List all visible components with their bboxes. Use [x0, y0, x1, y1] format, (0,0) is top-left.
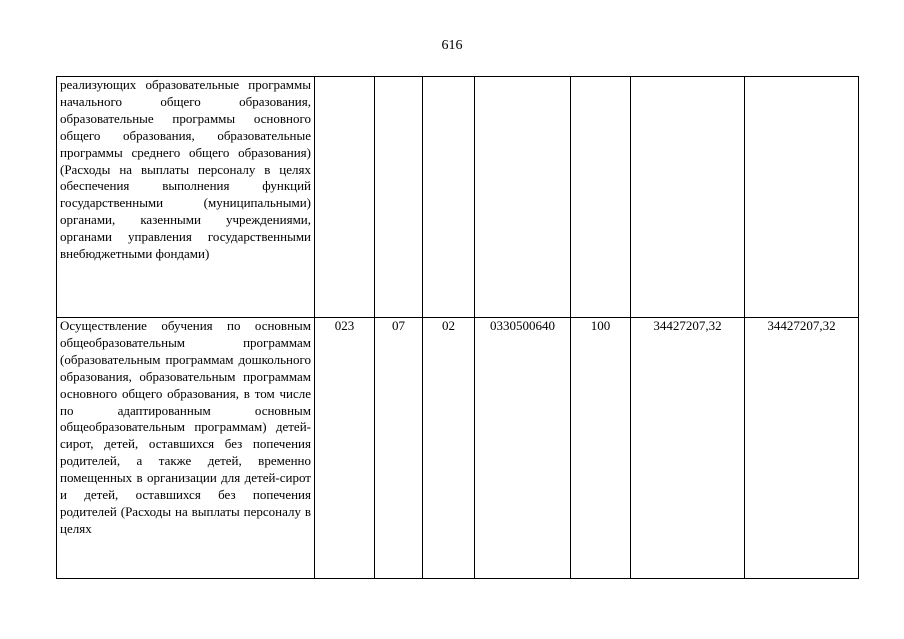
amount-cell-1: 34427207,32	[631, 318, 745, 579]
expense-type-cell	[571, 77, 631, 318]
row-description: Осуществление обучения по основным общеобразовательным программам (образовательным программам дошкольного образования, образовательным программам основного общего образования, в том числе по адаптированным основным общеобразовательным программам) детей-сирот, детей, оставшихся без попечения родителей, а также детей, временно помещенных в организации для детей-сирот и детей, оставшихся без попечения родителей (Расходы на выплаты персоналу в целях	[57, 318, 315, 579]
ministry-code-cell: 023	[315, 318, 375, 579]
subsection-code-cell: 02	[423, 318, 475, 579]
table-row	[57, 77, 859, 318]
target-article-cell: 0330500640	[475, 318, 571, 579]
ministry-code-cell	[315, 77, 375, 318]
expense-type-cell: 100	[571, 318, 631, 579]
table-row	[57, 318, 859, 579]
amount-cell-1	[631, 77, 745, 318]
row-description: реализующих образовательные программы начального общего образования, образовательные программы основного общего образования, образовательные программы среднего общего образования) (Расходы на выплаты персоналу в целях обеспечения выполнения функций государственными (муниципальными) органами, казенными учреждениями, органами управления государственными внебюджетными фондами)	[57, 77, 315, 318]
page-number: 616	[441, 38, 463, 53]
section-code-cell: 07	[375, 318, 423, 579]
target-article-cell	[475, 77, 571, 318]
amount-cell-2: 34427207,32	[745, 318, 859, 579]
amount-cell-2	[745, 77, 859, 318]
budget-table	[56, 76, 859, 579]
section-code-cell	[375, 77, 423, 318]
subsection-code-cell	[423, 77, 475, 318]
